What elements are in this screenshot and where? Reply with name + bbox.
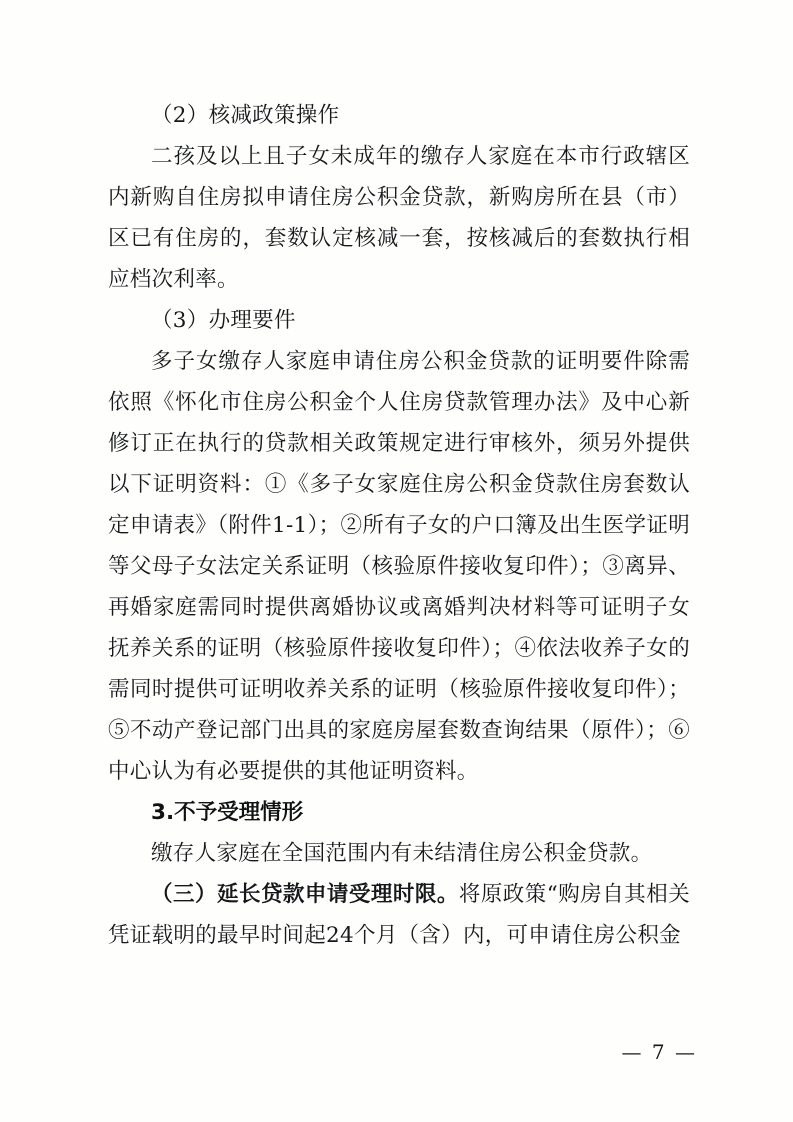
page-number: — 7 — (621, 1040, 697, 1064)
paragraph-item-2-title: （2）核减政策操作 (151, 103, 340, 128)
final-paragraph-rest: 将原政策“购房自其相关凭证载明的最早时间起24个月（含）内，可申请住房公积金 (108, 882, 690, 948)
paragraph-item-3-title: （3）办理要件 (151, 308, 296, 333)
final-paragraph (108, 874, 690, 956)
paragraph-item-2-body: 二孩及以上且子女未成年的缴存人家庭在本市行政辖区内新购自住房拟申请住房公积金贷款，新购房所在县（市）区已有住房的，套数认定核减一套，按核减后的套数执行相应档次利率。 (108, 144, 690, 292)
paragraph-item-3-body: 多子女缴存人家庭申请住房公积金贷款的证明要件除需依照《怀化市住房公积金个人住房贷款管理办法》及中心新修订正在执行的贷款相关政策规定进行审核外，须另外提供以下证明资料：①《多子女家庭住房公积金贷款住房套数认定申请表》（附件1-1）；②所有子女的户口簿及出生医学证明等父母子女法定关系证明（核验原件接收复印件）；③离异、再婚家庭需同时提供离婚协议或离婚判决材料等可证明子女抚养关系的证明（核验原件接收复印件）；④依法收养子女的需同时提供可证明收养关系的证明（核验原件接收复印件）；⑤不动产登记部门出具的家庭房屋套数查询结果（原件）；⑥中心认为有必要提供的其他证明资料。 (108, 349, 690, 784)
final-paragraph-lead: （三）延长贷款申请受理时限。 (151, 882, 459, 907)
section-heading-3: 3.不予受理情形 (151, 800, 304, 825)
section-body-3: 缴存人家庭在全国范围内有未结清住房公积金贷款。 (151, 841, 653, 866)
document-body (108, 95, 690, 956)
